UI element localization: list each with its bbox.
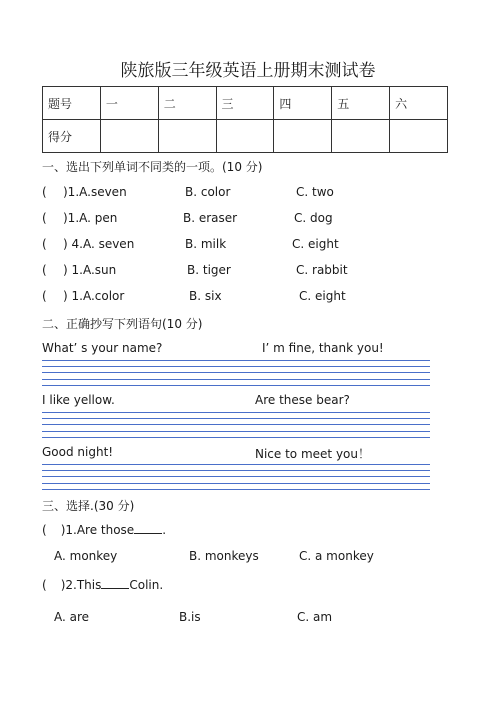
writing-line [42, 412, 430, 413]
score-table-header-cell: 二 [158, 87, 216, 120]
option-c: C. dog [294, 211, 333, 225]
question-stem: )2.This [60, 578, 102, 592]
writing-line [42, 476, 430, 477]
copy-sentence: I’ m fine, thank you! [262, 341, 384, 355]
option-b: B. color [185, 185, 231, 199]
option-a: ) 4.A. seven [63, 237, 135, 251]
score-row-label: 得分 [43, 120, 101, 153]
copy-sentence: What’ s your name? [42, 341, 163, 355]
option-b: B. tiger [187, 263, 231, 277]
writing-line [42, 483, 430, 484]
writing-line [42, 379, 430, 380]
option-c: C. two [296, 185, 334, 199]
option-b: B. six [189, 289, 222, 303]
option-b: B. monkeys [189, 549, 259, 563]
question-stem-end: . [162, 523, 167, 537]
writing-line [42, 489, 430, 490]
fill-blank[interactable] [134, 523, 162, 534]
option-b: B. milk [185, 237, 227, 251]
option-c: C. eight [292, 237, 339, 251]
writing-line [42, 437, 430, 438]
score-table-header-cell: 题号 [43, 87, 101, 120]
option-b: B. eraser [183, 211, 238, 225]
score-table-header-cell: 五 [332, 87, 390, 120]
section1-heading: 一、选出下列单词不同类的一项。(10 分) [42, 160, 263, 174]
writing-line [42, 424, 430, 425]
option-c: C. a monkey [299, 549, 374, 563]
answer-paren[interactable]: ( [42, 211, 47, 225]
copy-sentence: Good night! [42, 445, 114, 459]
option-c: C. rabbit [296, 263, 348, 277]
option-a: ) 1.A.color [63, 289, 125, 303]
score-table [42, 86, 448, 153]
question-stem: )1.Are those [60, 523, 135, 537]
copy-sentence: I like yellow. [42, 393, 115, 407]
score-table-header-cell: 六 [390, 87, 448, 120]
score-cell[interactable] [332, 120, 390, 153]
option-a: A. are [54, 610, 90, 624]
writing-line [42, 366, 430, 367]
page-title: 陕旅版三年级英语上册期末测试卷 [120, 61, 376, 81]
score-cell[interactable] [158, 120, 216, 153]
section2-heading: 二、正确抄写下列语句(10 分) [42, 317, 203, 331]
answer-paren[interactable]: ( [42, 185, 47, 199]
fill-blank[interactable] [101, 578, 129, 589]
answer-paren[interactable]: ( [42, 237, 47, 251]
option-a: A. monkey [54, 549, 118, 563]
score-table-header-cell: 一 [100, 87, 158, 120]
option-a: )1.A.seven [63, 185, 127, 199]
score-cell[interactable] [274, 120, 332, 153]
option-b: B.is [179, 610, 201, 624]
answer-paren[interactable]: ( [42, 523, 47, 537]
question-1 [42, 523, 166, 537]
writing-line [42, 372, 430, 373]
score-table-header-cell: 三 [216, 87, 274, 120]
section3-heading: 三、选择.(30 分) [42, 499, 135, 513]
copy-sentence: Are these bear? [255, 393, 350, 407]
copy-sentence: Nice to meet you！ [255, 447, 370, 461]
score-cell[interactable] [216, 120, 274, 153]
writing-line [42, 385, 430, 386]
score-table-score-row [43, 120, 448, 153]
writing-line [42, 418, 430, 419]
score-cell[interactable] [390, 120, 448, 153]
score-table-header-row [43, 87, 448, 120]
answer-paren[interactable]: ( [42, 289, 47, 303]
writing-line [42, 431, 430, 432]
option-a: )1.A. pen [63, 211, 118, 225]
question-2 [42, 578, 163, 592]
writing-line [42, 470, 430, 471]
option-a: ) 1.A.sun [63, 263, 117, 277]
writing-line [42, 360, 430, 361]
score-table-header-cell: 四 [274, 87, 332, 120]
question-stem-end: Colin. [129, 578, 164, 592]
answer-paren[interactable]: ( [42, 263, 47, 277]
score-cell[interactable] [100, 120, 158, 153]
option-c: C. am [297, 610, 333, 624]
writing-line [42, 464, 430, 465]
answer-paren[interactable]: ( [42, 578, 47, 592]
option-c: C. eight [299, 289, 346, 303]
